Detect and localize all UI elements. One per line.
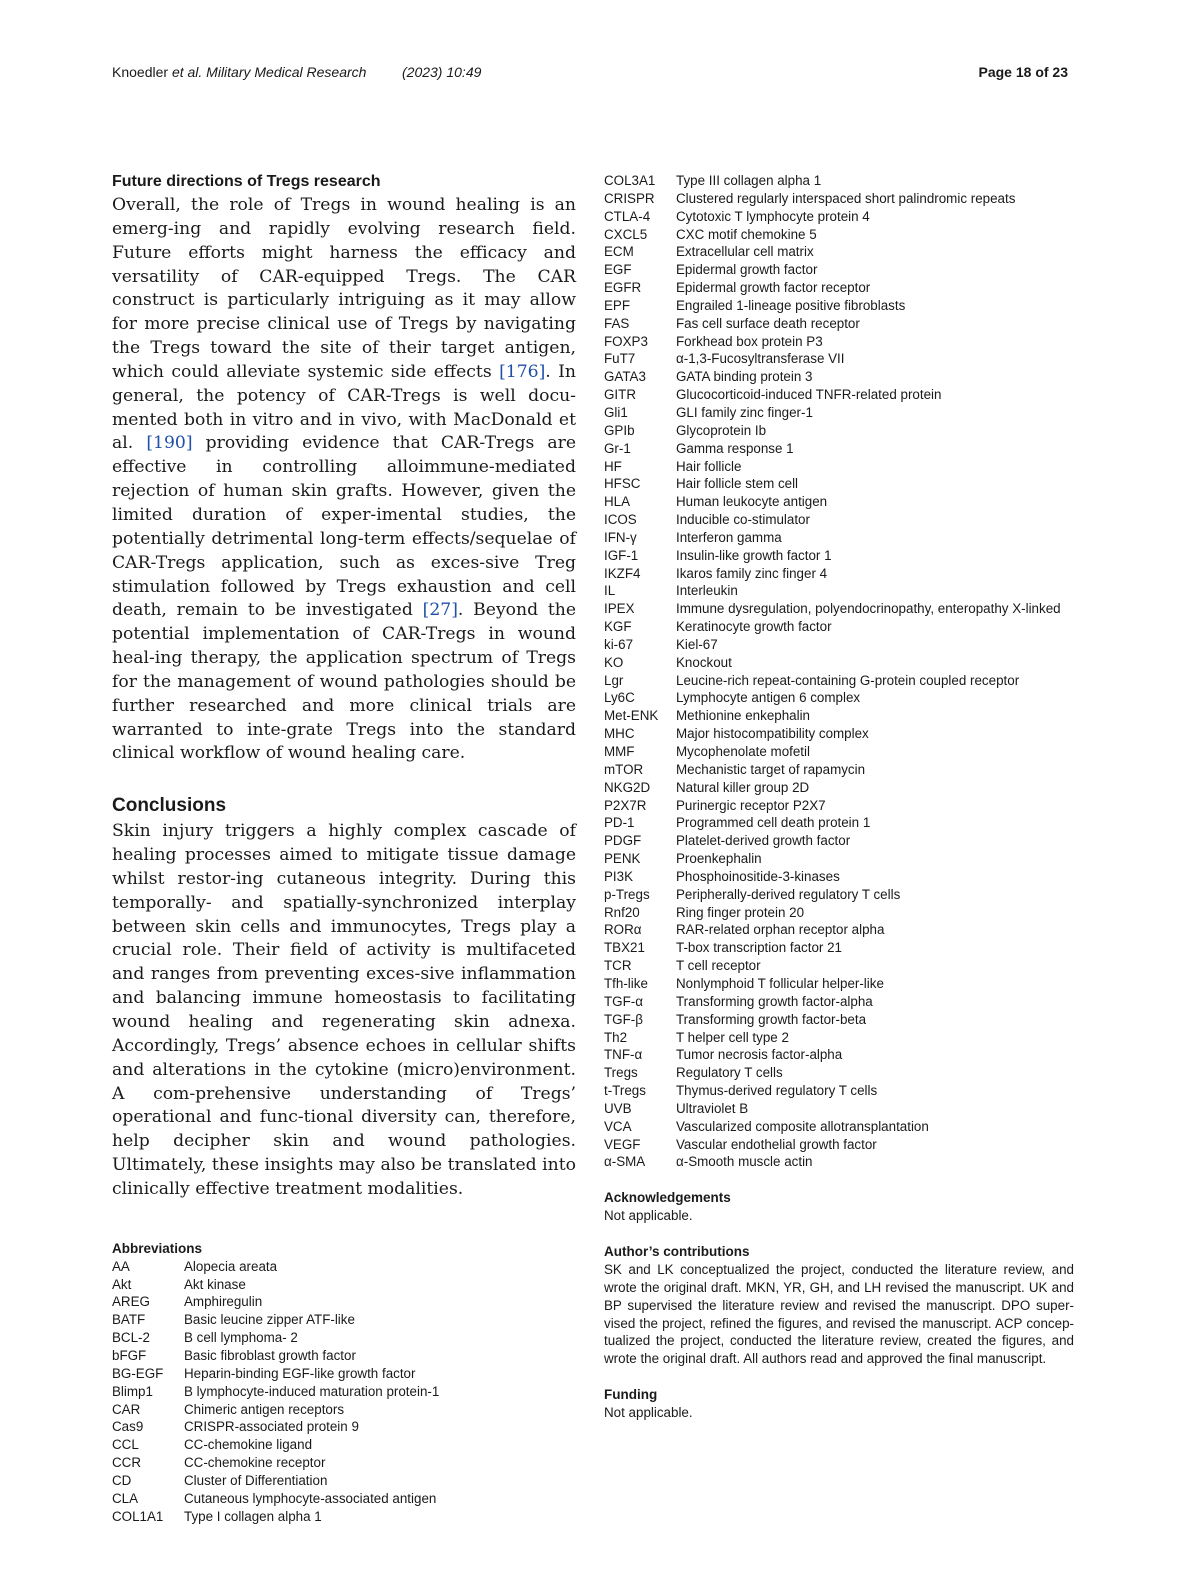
abbreviation-term: CLA: [112, 1490, 139, 1506]
abbreviation-definition: Akt kinase: [184, 1276, 246, 1292]
abbreviation-definition: Ultraviolet B: [676, 1100, 749, 1116]
abbreviation-row: [604, 743, 1074, 761]
abbreviation-row: [604, 797, 1074, 815]
abbreviation-definition: Ring finger protein 20: [676, 904, 805, 920]
abbreviation-definition: Alopecia areata: [184, 1258, 278, 1274]
abbreviation-definition: Cytotoxic T lymphocyte protein 4: [676, 208, 870, 224]
abbreviation-term: KO: [604, 654, 624, 670]
abbreviation-row: [604, 1029, 1074, 1047]
abbreviation-definition: Keratinocyte growth factor: [676, 619, 832, 635]
abbreviation-definition: GLI family zinc finger-1: [676, 404, 813, 420]
abbreviation-definition: Heparin-binding EGF-like growth factor: [184, 1365, 416, 1381]
contributions-heading: Author’s contributions: [604, 1244, 750, 1260]
abbreviation-definition: Platelet-derived growth factor: [676, 833, 851, 849]
abbreviation-term: HLA: [604, 494, 631, 510]
abbreviation-term: ECM: [604, 244, 634, 260]
abbreviation-definition: Basic fibroblast growth factor: [184, 1347, 356, 1363]
abbreviation-term: Lgr: [604, 672, 624, 688]
abbreviations-list-left: [112, 1258, 576, 1526]
abbreviation-row: [604, 761, 1074, 779]
future-directions-heading: Future directions of Tregs research: [112, 173, 381, 190]
abbreviation-term: COL1A1: [112, 1508, 164, 1524]
abbreviation-definition: Vascularized composite allotransplantation: [676, 1118, 929, 1134]
abbreviation-definition: Purinergic receptor P2X7: [676, 797, 826, 813]
abbreviation-term: TCR: [604, 958, 632, 974]
abbreviation-definition: α-Smooth muscle actin: [676, 1154, 813, 1170]
abbreviation-term: IFN-γ: [604, 529, 637, 545]
abbreviation-row: [604, 939, 1074, 957]
abbreviation-row: [112, 1347, 576, 1365]
abbreviation-definition: Interferon gamma: [676, 529, 782, 545]
abbreviation-row: [604, 921, 1074, 939]
abbreviation-row: [604, 422, 1074, 440]
abbreviation-row: [604, 261, 1074, 279]
abbreviation-term: CCR: [112, 1455, 142, 1471]
abbreviation-definition: Mechanistic target of rapamycin: [676, 761, 866, 777]
abbreviation-term: Cas9: [112, 1419, 144, 1435]
abbreviation-definition: Peripherally-derived regulatory T cells: [676, 886, 901, 902]
abbreviation-definition: CC-chemokine receptor: [184, 1455, 326, 1471]
abbreviation-term: HF: [604, 458, 622, 474]
abbreviation-definition: Leucine-rich repeat-containing G-protein coupled receptor: [676, 672, 1020, 688]
abbreviation-term: KGF: [604, 619, 632, 635]
abbreviation-row: [604, 1153, 1074, 1171]
abbreviation-term: Tfh-like: [604, 975, 648, 991]
abbreviation-definition: T cell receptor: [676, 958, 761, 974]
abbreviation-row: [604, 850, 1074, 868]
abbreviation-row: [604, 689, 1074, 707]
abbreviation-row: [112, 1418, 576, 1436]
abbreviation-term: BG-EGF: [112, 1365, 164, 1381]
abbreviation-definition: Inducible co-stimulator: [676, 512, 810, 528]
abbreviation-row: [112, 1329, 576, 1347]
abbreviation-row: [604, 529, 1074, 547]
abbreviation-definition: Hair follicle stem cell: [676, 476, 799, 492]
abbreviation-definition: Major histocompatibility complex: [676, 726, 869, 742]
abbreviation-term: FOXP3: [604, 333, 648, 349]
right-column: [604, 172, 1074, 1422]
abbreviation-row: [604, 868, 1074, 886]
abbreviation-definition: Interleukin: [676, 583, 738, 599]
abbreviation-definition: CC-chemokine ligand: [184, 1437, 313, 1453]
reference-link-27[interactable]: [27]: [422, 600, 458, 621]
abbreviation-row: [604, 475, 1074, 493]
abbreviation-term: GPIb: [604, 422, 635, 438]
abbreviation-row: [604, 243, 1074, 261]
abbreviation-row: [604, 707, 1074, 725]
abbreviation-definition: Nonlymphoid T follicular helper-like: [676, 975, 884, 991]
abbreviation-row: [112, 1258, 576, 1276]
abbreviation-row: [604, 1046, 1074, 1064]
abbreviation-definition: RAR-related orphan receptor alpha: [676, 922, 885, 938]
abbreviation-term: GATA3: [604, 369, 646, 385]
future-directions-text: [112, 194, 576, 766]
abbreviation-row: [604, 315, 1074, 333]
future-text-part-1: Overall, the role of Tregs in wound healing is an emerg-ing and rapidly evolving research field. Future efforts might harness the efficacy and versatility of CAR-equipped Tregs. The CAR construct is particularly intriguing as it may allow for more precise clinical use of Tregs by navigating the Tregs toward the site of their target antigen, which could alleviate systemic side effects: [112, 195, 576, 382]
abbreviation-definition: Methionine enkephalin: [676, 708, 811, 724]
abbreviation-definition: Ikaros family zinc finger 4: [676, 565, 828, 581]
abbreviation-term: Gr-1: [604, 440, 631, 456]
abbreviation-term: MMF: [604, 744, 635, 759]
abbreviation-row: [112, 1365, 576, 1383]
abbreviation-term: RORα: [604, 922, 642, 938]
abbreviation-term: Blimp1: [112, 1383, 153, 1399]
abbreviation-row: [604, 1082, 1074, 1100]
abbreviation-row: [604, 1118, 1074, 1136]
abbreviation-row: [604, 725, 1074, 743]
abbreviation-term: PDGF: [604, 833, 642, 849]
abbreviation-definition: Lymphocyte antigen 6 complex: [676, 690, 861, 706]
future-text-part-2: . In general, the potency of CAR-Tregs is well docu-mented both in vitro and in vivo, with MacDonald et al.: [112, 361, 576, 454]
abbreviation-definition: Thymus-derived regulatory T cells: [676, 1083, 878, 1099]
abbreviation-row: [604, 333, 1074, 351]
abbreviation-row: [604, 618, 1074, 636]
abbreviation-definition: Gamma response 1: [676, 440, 794, 456]
abbreviation-term: CCL: [112, 1437, 139, 1453]
abbreviation-term: TBX21: [604, 940, 645, 956]
abbreviation-term: TNF-α: [604, 1047, 643, 1063]
abbreviation-row: [604, 172, 1074, 190]
abbreviation-row: [604, 1136, 1074, 1154]
abbreviation-term: Tregs: [604, 1065, 638, 1081]
abbreviation-definition: GATA binding protein 3: [676, 369, 813, 385]
abbreviation-term: VEGF: [604, 1136, 641, 1152]
abbreviation-row: [604, 957, 1074, 975]
abbreviation-row: [112, 1311, 576, 1329]
abbreviation-row: [604, 993, 1074, 1011]
abbreviation-definition: Clustered regularly interspaced short palindromic repeats: [676, 190, 1016, 206]
abbreviations-list-right: [604, 172, 1074, 1171]
abbreviation-term: IGF-1: [604, 547, 639, 563]
abbreviation-definition: Mycophenolate mofetil: [676, 744, 810, 759]
abbreviation-row: [604, 904, 1074, 922]
acknowledgements-text: Not applicable.: [604, 1208, 693, 1224]
abbreviation-term: FAS: [604, 315, 630, 331]
abbreviation-row: [604, 1011, 1074, 1029]
abbreviation-definition: Type III collagen alpha 1: [676, 173, 822, 188]
abbreviation-term: AREG: [112, 1294, 150, 1310]
abbreviation-definition: B lymphocyte-induced maturation protein-1: [184, 1383, 440, 1399]
acknowledgements-heading: Acknowledgements: [604, 1190, 731, 1206]
abbreviation-term: mTOR: [604, 761, 644, 777]
abbreviation-row: [604, 404, 1074, 422]
abbreviation-definition: Immune dysregulation, polyendocrinopathy, enteropathy X-linked: [676, 601, 1061, 617]
abbreviation-term: CTLA-4: [604, 208, 651, 224]
abbreviation-term: BATF: [112, 1312, 146, 1328]
abbreviation-row: [112, 1401, 576, 1419]
abbreviation-term: CAR: [112, 1401, 141, 1417]
future-text-part-3: providing evidence that CAR-Tregs are effective in controlling alloimmune-mediated rejection of human skin grafts. However, given the limited duration of exper-imental studies, the potentially detrimental long-term effects/sequelae of CAR-Tregs application, such as exces-sive Treg stimulation followed by Tregs exhaustion and cell death, remain to be investigated: [112, 433, 577, 621]
abbreviation-definition: Epidermal growth factor receptor: [676, 280, 871, 296]
abbreviation-row: [112, 1383, 576, 1401]
abbreviation-term: ki-67: [604, 636, 634, 652]
abbreviation-definition: Glucocorticoid-induced TNFR-related protein: [676, 387, 942, 403]
header-year: (2023) 10:49: [402, 64, 482, 80]
abbreviation-term: NKG2D: [604, 779, 651, 795]
abbreviation-definition: Extracellular cell matrix: [676, 244, 814, 260]
abbreviation-row: [604, 386, 1074, 404]
abbreviation-term: ICOS: [604, 512, 637, 528]
abbreviation-row: [604, 814, 1074, 832]
reference-link-190[interactable]: [190]: [146, 433, 193, 454]
abbreviation-term: CRISPR: [604, 190, 655, 206]
contributions-text: SK and LK conceptualized the project, conducted the literature review, and wrote the original draft. MKN, YR, GH, and LH revised the manuscript. UK and BP supervised the literature review and revised the manuscript. DPO super-vised the project, refined the figures, and revised the manuscript. ACP concep-tualized the project, conducted the literature review, created the figures, and wrote the original draft. All authors read and approved the final manuscript.: [604, 1262, 1074, 1367]
abbreviation-row: [604, 226, 1074, 244]
abbreviation-term: UVB: [604, 1100, 632, 1116]
funding-heading: Funding: [604, 1387, 658, 1403]
journal-citation: [112, 64, 366, 80]
abbreviation-definition: Regulatory T cells: [676, 1065, 783, 1081]
abbreviation-row: [604, 1100, 1074, 1118]
abbreviation-row: [604, 886, 1074, 904]
funding-text: Not applicable.: [604, 1405, 693, 1421]
abbreviation-row: [604, 779, 1074, 797]
abbreviation-row: [604, 350, 1074, 368]
abbreviation-term: PI3K: [604, 868, 634, 884]
abbreviation-term: p-Tregs: [604, 886, 650, 902]
abbreviation-term: MHC: [604, 726, 635, 742]
abbreviation-term: Rnf20: [604, 904, 640, 920]
abbreviation-row: [604, 654, 1074, 672]
abbreviation-row: [604, 582, 1074, 600]
abbreviation-term: EGFR: [604, 280, 642, 296]
abbreviation-definition: Tumor necrosis factor-alpha: [676, 1047, 843, 1063]
abbreviation-row: [604, 493, 1074, 511]
abbreviation-row: [604, 600, 1074, 618]
abbreviation-row: [604, 297, 1074, 315]
abbreviation-definition: Kiel-67: [676, 636, 718, 652]
abbreviation-term: CXCL5: [604, 226, 648, 242]
abbreviation-term: GITR: [604, 387, 636, 403]
abbreviation-term: CD: [112, 1472, 132, 1488]
page-header: [112, 64, 1068, 84]
abbreviation-definition: Cutaneous lymphocyte-associated antigen: [184, 1490, 437, 1506]
abbreviation-definition: Transforming growth factor-alpha: [676, 993, 873, 1009]
abbreviation-definition: Glycoprotein Ib: [676, 422, 767, 438]
abbreviation-term: Met-ENK: [604, 708, 659, 724]
abbreviation-definition: Vascular endothelial growth factor: [676, 1136, 877, 1152]
abbreviation-definition: Knockout: [676, 654, 732, 670]
abbreviation-term: bFGF: [112, 1347, 147, 1363]
abbreviation-term: P2X7R: [604, 797, 647, 813]
abbreviation-term: Ly6C: [604, 690, 635, 706]
abbreviation-row: [604, 1064, 1074, 1082]
reference-link-176[interactable]: [176]: [499, 361, 546, 382]
abbreviation-row: [604, 547, 1074, 565]
header-author: Knoedler: [112, 64, 169, 80]
abbreviation-term: IL: [604, 583, 616, 599]
abbreviation-row: [112, 1472, 576, 1490]
abbreviation-row: [112, 1454, 576, 1472]
abbreviation-row: [604, 636, 1074, 654]
abbreviation-row: [604, 832, 1074, 850]
abbreviation-term: PD-1: [604, 815, 635, 831]
abbreviation-definition: Engrailed 1-lineage positive fibroblasts: [676, 297, 906, 313]
abbreviation-row: [604, 511, 1074, 529]
abbreviation-term: IKZF4: [604, 565, 641, 581]
abbreviation-term: TGF-β: [604, 1011, 643, 1027]
abbreviation-term: AA: [112, 1258, 130, 1274]
abbreviation-definition: B cell lymphoma- 2: [184, 1330, 298, 1346]
abbreviation-definition: Transforming growth factor-beta: [676, 1011, 867, 1027]
abbreviation-term: EGF: [604, 262, 632, 278]
abbreviation-definition: Insulin-like growth factor 1: [676, 547, 832, 563]
abbreviation-term: TGF-α: [604, 993, 643, 1009]
conclusions-heading: Conclusions: [112, 795, 227, 817]
abbreviation-term: COL3A1: [604, 173, 656, 188]
abbreviation-definition: Programmed cell death protein 1: [676, 815, 871, 831]
abbreviation-definition: Basic leucine zipper ATF-like: [184, 1312, 355, 1328]
future-text-part-4: . Beyond the potential implementation of CAR-Tregs in wound heal-ing therapy, the application spectrum of Tregs for the management of wound pathologies should be further researched and more clinical trials are warranted to inte-grate Tregs into the standard clinical workflow of wound healing care.: [112, 600, 576, 764]
abbreviation-term: t-Tregs: [604, 1083, 646, 1099]
abbreviation-term: HFSC: [604, 476, 641, 492]
abbreviation-definition: Amphiregulin: [184, 1294, 263, 1310]
abbreviation-definition: Fas cell surface death receptor: [676, 315, 860, 331]
abbreviation-definition: CXC motif chemokine 5: [676, 226, 817, 242]
abbreviation-row: [112, 1490, 576, 1508]
abbreviation-term: Gli1: [604, 404, 628, 420]
abbreviation-definition: Type I collagen alpha 1: [184, 1508, 322, 1524]
abbreviation-definition: Natural killer group 2D: [676, 779, 810, 795]
left-column: [112, 172, 576, 1525]
abbreviation-term: α-SMA: [604, 1154, 646, 1170]
abbreviation-definition: CRISPR-associated protein 9: [184, 1419, 359, 1435]
abbreviation-row: [112, 1436, 576, 1454]
abbreviation-definition: Proenkephalin: [676, 851, 762, 867]
abbreviation-definition: Forkhead box protein P3: [676, 333, 823, 349]
abbreviation-row: [604, 190, 1074, 208]
abbreviation-row: [604, 440, 1074, 458]
abbreviation-definition: Cluster of Differentiation: [184, 1472, 328, 1488]
abbreviation-row: [604, 458, 1074, 476]
abbreviation-term: EPF: [604, 297, 631, 313]
abbreviation-definition: T helper cell type 2: [676, 1029, 789, 1045]
abbreviation-definition: Phosphoinositide-3-kinases: [676, 868, 840, 884]
abbreviation-row: [604, 279, 1074, 297]
abbreviation-definition: Chimeric antigen receptors: [184, 1401, 345, 1417]
abbreviation-definition: Hair follicle: [676, 458, 742, 474]
abbreviation-row: [604, 565, 1074, 583]
abbreviation-definition: T-box transcription factor 21: [676, 940, 842, 956]
page-number: Page 18 of 23: [978, 64, 1068, 80]
abbreviation-row: [604, 975, 1074, 993]
abbreviation-term: Th2: [604, 1029, 628, 1045]
abbreviation-term: Akt: [112, 1276, 132, 1292]
abbreviation-definition: Human leukocyte antigen: [676, 494, 828, 510]
abbreviation-term: VCA: [604, 1118, 632, 1134]
header-journal: et al. Military Medical Research: [171, 64, 367, 80]
conclusions-text: Skin injury triggers a highly complex cascade of healing processes aimed to mitigate tissue damage whilst restor-ing cutaneous integrity. During this temporally- and spatially-synchronized interplay between skin cells and immunocytes, Tregs play a crucial role. Their field of activity is multifaceted and ranges from preventing exces-sive inflammation and balancing immune homeostasis to facilitating wound healing and regenerating skin adnexa. Accordingly, Tregs’ absence echoes in cellular shifts and alterations in the cytokine (micro)environment. A com-prehensive understanding of Tregs’ operational and func-tional diversity can, therefore, help decipher skin and wound pathologies. Ultimately, these insights may also be translated into clinically effective treatment modalities.: [112, 821, 576, 1199]
abbreviations-heading: Abbreviations: [112, 1240, 203, 1256]
abbreviation-definition: α-1,3-Fucosyltransferase VII: [676, 351, 845, 367]
abbreviation-term: PENK: [604, 851, 641, 867]
abbreviation-row: [112, 1508, 576, 1526]
abbreviation-row: [604, 208, 1074, 226]
abbreviation-row: [604, 368, 1074, 386]
abbreviation-term: IPEX: [604, 601, 635, 617]
abbreviation-row: [112, 1276, 576, 1294]
abbreviation-term: BCL-2: [112, 1330, 150, 1346]
abbreviation-definition: Epidermal growth factor: [676, 262, 818, 278]
abbreviation-row: [112, 1293, 576, 1311]
abbreviation-row: [604, 672, 1074, 690]
abbreviation-term: FuT7: [604, 351, 636, 367]
